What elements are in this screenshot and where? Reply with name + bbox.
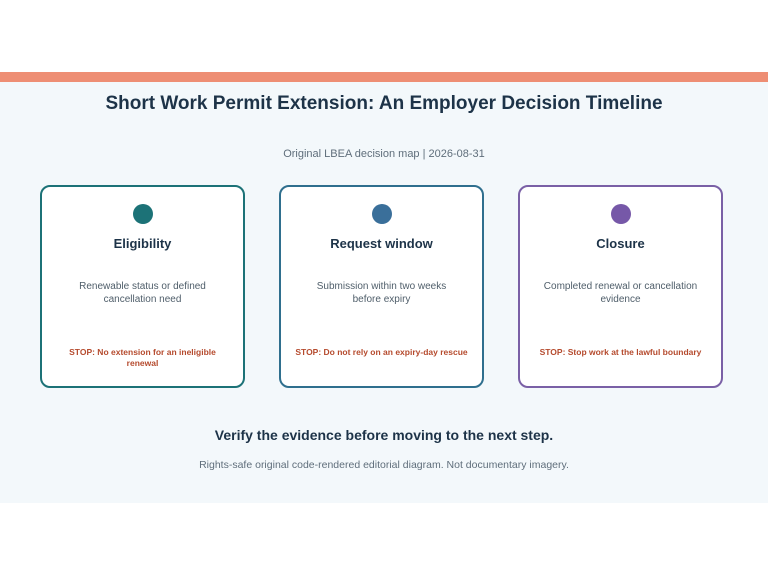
step-marker-icon	[133, 204, 153, 224]
step-stop-warning: STOP: Stop work at the lawful boundary	[539, 347, 702, 357]
diagram-footer: Rights-safe original code-rendered editorial diagram. Not documentary imagery.	[199, 459, 569, 471]
step-title: Eligibility	[113, 236, 172, 251]
step-card-eligibility	[40, 185, 245, 388]
step-stop-warning: STOP: Do not rely on an expiry-day rescue	[295, 347, 468, 357]
step-marker-icon	[611, 204, 631, 224]
step-marker-icon	[372, 204, 392, 224]
step-description: Completed renewal or cancellation evidence	[543, 281, 698, 305]
diagram-panel	[0, 72, 768, 503]
verify-callout: Verify the evidence before moving to the next step.	[214, 427, 554, 443]
step-card-closure	[518, 185, 723, 388]
step-description: Submission within two weeks before expiry	[316, 281, 447, 305]
diagram-subtitle: Original LBEA decision map | 2026-08-31	[283, 148, 485, 160]
step-stop-warning: STOP: No extension for an ineligible renewal	[69, 347, 216, 368]
step-card-request-window	[279, 185, 484, 388]
step-description: Renewable status or defined cancellation need	[79, 281, 206, 305]
accent-bar	[0, 72, 768, 82]
step-title: Closure	[596, 236, 645, 251]
diagram-title: Short Work Permit Extension: An Employer Decision Timeline	[105, 93, 663, 114]
step-title: Request window	[330, 236, 433, 251]
